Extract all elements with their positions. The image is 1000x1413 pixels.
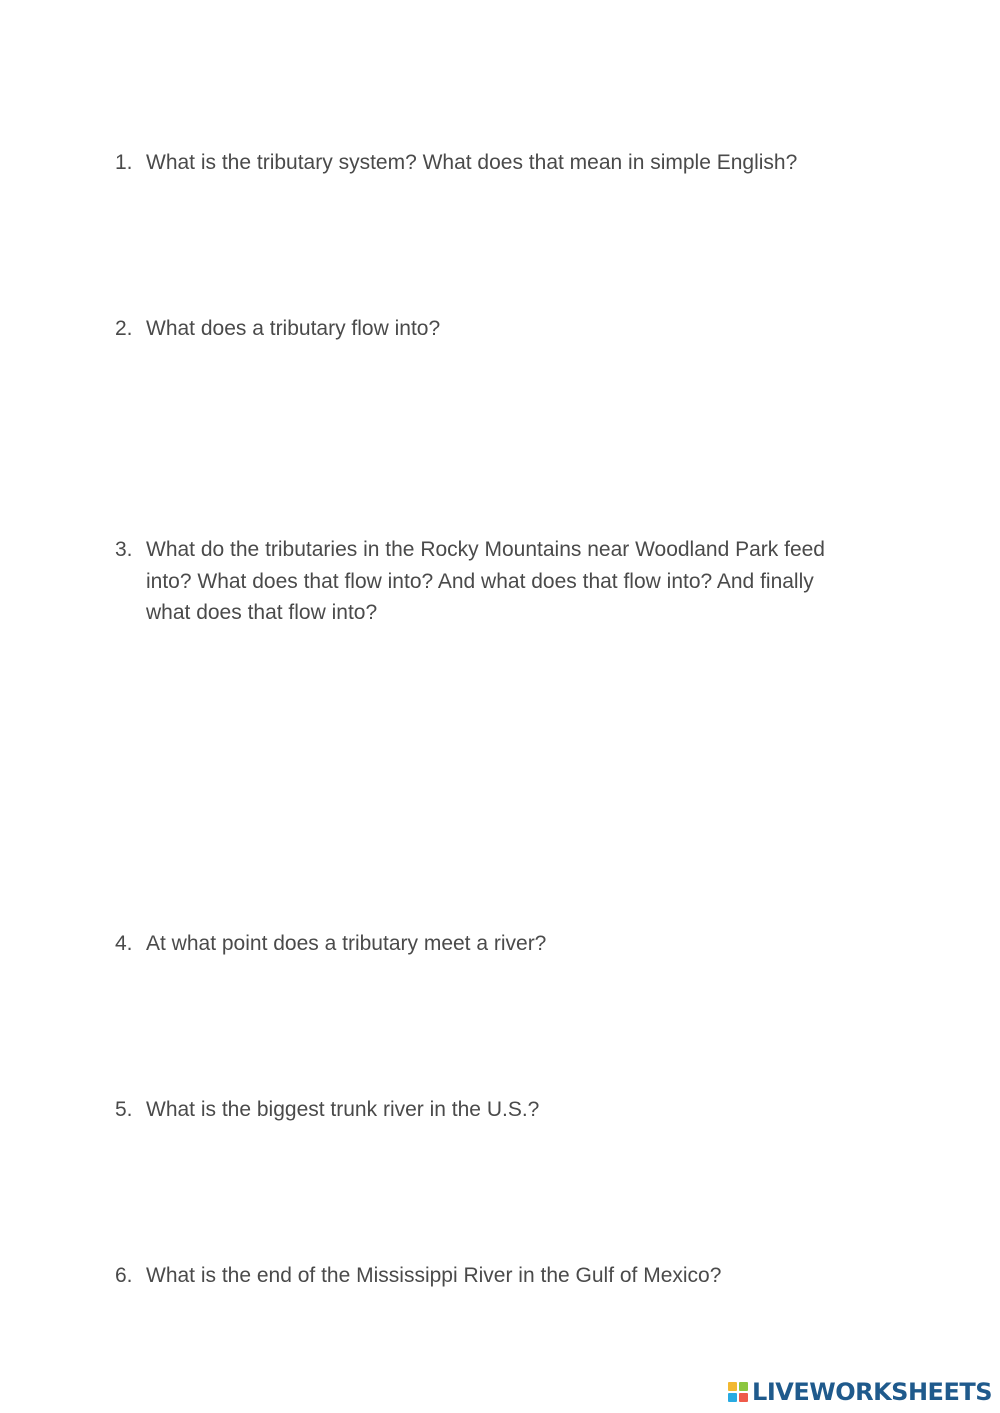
question-text: What is the tributary system? What does that mean in simple English? — [146, 151, 798, 174]
question-3 — [115, 534, 860, 629]
logo-block-icon — [739, 1393, 748, 1402]
question-6 — [115, 1260, 875, 1292]
logo-blocks-icon — [728, 1382, 748, 1402]
logo-block-icon — [739, 1382, 748, 1391]
question-number: 3. — [115, 538, 133, 561]
question-text: What is the biggest trunk river in the U.S.? — [146, 1098, 540, 1121]
question-number: 1. — [115, 151, 133, 174]
question-5 — [115, 1094, 875, 1126]
question-4 — [115, 928, 875, 960]
logo-block-icon — [728, 1382, 737, 1391]
question-2 — [115, 313, 875, 345]
question-text: What does a tributary flow into? — [146, 317, 441, 340]
question-text: At what point does a tributary meet a river? — [146, 932, 547, 955]
liveworksheets-logo — [728, 1379, 992, 1405]
question-number: 6. — [115, 1264, 133, 1287]
question-number: 4. — [115, 932, 133, 955]
question-text: What do the tributaries in the Rocky Mountains near Woodland Park feed into? What does that flow into? And what does that flow into? And finally what does that flow into? — [146, 538, 825, 624]
logo-block-icon — [728, 1393, 737, 1402]
logo-text: LIVEWORKSHEETS — [752, 1378, 992, 1406]
question-1 — [115, 147, 875, 179]
question-text: What is the end of the Mississippi River in the Gulf of Mexico? — [146, 1264, 722, 1287]
question-number: 2. — [115, 317, 133, 340]
question-number: 5. — [115, 1098, 133, 1121]
